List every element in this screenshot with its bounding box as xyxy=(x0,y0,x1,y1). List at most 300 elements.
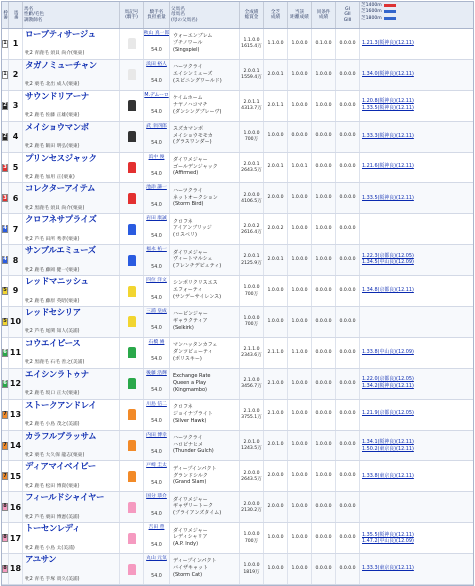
sire: マンハッタンカフェ xyxy=(173,342,218,349)
dam: ハロビナヒメ xyxy=(173,441,204,448)
silks-icon xyxy=(128,193,136,204)
weight: 54.0 xyxy=(151,357,162,363)
horse-number: 8 xyxy=(9,245,23,275)
jockey-link[interactable]: 内田 博幸 xyxy=(146,432,167,438)
horse-number: 13 xyxy=(9,400,23,430)
weight: 54.0 xyxy=(151,202,162,208)
horse-info: 牝2 青鹿毛 須貝 尚介(栗東) xyxy=(25,51,85,57)
jockey-cell xyxy=(144,276,170,306)
horse-name-link[interactable]: カラフルブラッサム xyxy=(25,431,97,442)
horse-name-link[interactable]: プリンセスジャック xyxy=(25,153,97,164)
table-row xyxy=(2,431,473,462)
horse-cell xyxy=(23,431,120,461)
horse-name-link[interactable]: タガノミューチャン xyxy=(25,60,97,71)
stat-s5: 0.0.0.0 xyxy=(336,91,360,121)
silks-icon xyxy=(128,440,136,451)
stat-s4: 0.0.0.0 xyxy=(312,554,336,584)
silks-icon xyxy=(128,286,136,297)
horse-info: 牝2 鹿毛 小島 茂之(美浦) xyxy=(25,422,80,428)
header-horse: 馬名 性齢/毛色 調教師名 xyxy=(23,2,120,28)
dam: メイショウモモカ xyxy=(173,132,213,139)
best-time-link[interactable]: 1.34.8(京都良)(12.11) xyxy=(362,287,414,294)
waku-badge: 4 xyxy=(3,225,7,232)
waku-badge: 6 xyxy=(3,379,7,386)
silks-cell xyxy=(120,214,144,244)
silks-icon xyxy=(128,69,136,80)
jockey-link[interactable]: 福永 祐一 xyxy=(146,247,167,253)
pedigree-cell xyxy=(170,431,240,461)
weight: 54.0 xyxy=(151,573,162,579)
stat-s5: 0.0.0.0 xyxy=(336,183,360,213)
sire: ハーツクライ xyxy=(173,64,203,71)
waku-cell xyxy=(2,183,9,213)
stat-s4: 1.0.0.0 xyxy=(312,60,336,90)
dam: バイザキャット xyxy=(173,565,209,572)
horse-cell xyxy=(23,369,120,399)
jockey-cell xyxy=(144,122,170,152)
damsire: (フレンチデピュティ) xyxy=(173,263,222,270)
stat-s1: 1.0.0.0 700万 xyxy=(240,307,264,337)
waku-badge: 5 xyxy=(3,287,7,294)
best-time-link[interactable]: 1.34.0(阪神良)(12.11) xyxy=(362,71,414,78)
waku-cell xyxy=(2,276,9,306)
stat-s3: 0.0.0.0 xyxy=(288,122,312,152)
weight: 54.0 xyxy=(151,511,162,517)
weight: 54.0 xyxy=(151,326,162,332)
waku-badge: 2 xyxy=(3,101,7,108)
stat-s5: 0.0.0.0 xyxy=(336,122,360,152)
stat-s1: 2.1.0.0 3755.1万 xyxy=(240,400,264,430)
damsire: (Grand Slam) xyxy=(173,479,207,486)
pedigree-cell xyxy=(170,307,240,337)
waku-cell xyxy=(2,91,9,121)
jockey-link[interactable]: 吉田 豊 xyxy=(148,525,165,531)
best-time-cell xyxy=(360,338,449,368)
sire: ディープインパクト xyxy=(173,465,217,472)
silks-cell xyxy=(120,431,144,461)
jockey-link[interactable]: 浜田 裕人 xyxy=(146,61,167,67)
jockey-link[interactable]: 後藤 浩輝 xyxy=(146,370,167,376)
dam: アイアンブリッジ xyxy=(173,225,212,232)
header-pedigree: 父馬名 母馬名 (母の父馬名) xyxy=(170,2,240,28)
stat-s1: 2.0.0.1 2125.9万 xyxy=(240,245,264,275)
horse-number: 12 xyxy=(9,369,23,399)
jockey-link[interactable]: 戸崎 圭太 xyxy=(146,463,167,469)
horse-cell xyxy=(23,183,120,213)
pedigree-cell xyxy=(170,369,240,399)
silks-icon xyxy=(128,316,136,327)
weight: 54.0 xyxy=(151,449,162,455)
horse-cell xyxy=(23,461,120,491)
horse-name-link[interactable]: クロフネサプライズ xyxy=(25,215,97,226)
silks-icon xyxy=(128,162,136,173)
best-time-link[interactable]: 1.33.8(東京良)(12.11) xyxy=(362,472,414,479)
jockey-cell xyxy=(144,245,170,275)
damsire: (スピニングワールド) xyxy=(173,77,222,84)
header-jockey: 騎手名 負担重量 xyxy=(144,2,170,28)
stat-s2: 2.1.1.0 xyxy=(264,338,288,368)
stat-s2: 2.0.0.1 xyxy=(264,60,288,90)
dam: ヴィートマルシェ xyxy=(173,256,213,263)
best-legend-blue xyxy=(384,10,396,13)
waku-cell xyxy=(2,29,9,59)
stat-s3: 1.0.0.0 xyxy=(288,245,312,275)
waku-cell xyxy=(2,60,9,90)
stat-s2: 2.1.0.0 xyxy=(264,400,288,430)
best-time-link[interactable]: 1.33.5(阪神良)(12.11) xyxy=(362,104,414,111)
horse-number: 9 xyxy=(9,276,23,306)
jockey-cell xyxy=(144,431,170,461)
stat-s2: 1.0.0.0 xyxy=(264,554,288,584)
horse-name-link[interactable]: ディアマイベイビー xyxy=(25,462,96,473)
horse-name-link[interactable]: コレクターアイテム xyxy=(25,184,96,195)
stat-s4: 0.1.0.0 xyxy=(312,29,336,59)
damsire: (グラスワンダー) xyxy=(173,139,212,146)
best-time-link[interactable]: 1.21.3(阪神良)(12.11) xyxy=(362,40,414,47)
best-time-link[interactable]: 1.21.9(京都良)(12.05) xyxy=(362,409,414,416)
jockey-link[interactable]: 石橋 脩 xyxy=(148,339,165,345)
horse-number: 6 xyxy=(9,183,23,213)
stat-s2: 2.0.0.0 xyxy=(264,183,288,213)
waku-cell xyxy=(2,245,9,275)
horse-cell xyxy=(23,554,120,584)
horse-number: 7 xyxy=(9,214,23,244)
table-row xyxy=(2,183,473,214)
sire: スズカマンボ xyxy=(173,125,204,132)
dam: ギャザリートーク xyxy=(173,503,214,510)
weight: 54.0 xyxy=(151,388,162,394)
table-row xyxy=(2,523,473,554)
waku-cell xyxy=(2,153,9,183)
horse-name-link[interactable]: フィールドシャイヤー xyxy=(25,493,104,504)
best-time-link[interactable]: 1.34.5(中山良)(12.09) xyxy=(362,259,414,266)
stat-s3: 1.0.0.0 xyxy=(288,60,312,90)
best-time-link[interactable]: 1.47.2(中山良)(12.09) xyxy=(362,538,414,545)
stat-s1: 1.0.0.0 1819万 xyxy=(240,554,264,584)
waku-badge: 4 xyxy=(3,256,7,263)
jockey-link[interactable]: 武 幸四郎 xyxy=(146,123,167,129)
horse-info: 牝2 鹿毛 飯田 明弘(栗東) xyxy=(25,144,80,150)
best-time-cell xyxy=(360,214,449,244)
horse-number: 3 xyxy=(9,91,23,121)
damsire: (ダンシングブレーヴ) xyxy=(173,108,222,115)
silks-cell xyxy=(120,29,144,59)
waku-badge: 7 xyxy=(3,441,7,448)
jockey-cell xyxy=(144,338,170,368)
horse-cell xyxy=(23,153,120,183)
damsire: (Singspiel) xyxy=(173,46,200,53)
sire: ハーツクライ xyxy=(173,187,203,194)
horse-name-link[interactable]: レッドセシリア xyxy=(25,308,81,319)
silks-cell xyxy=(120,245,144,275)
silks-cell xyxy=(120,122,144,152)
horse-info: 牝2 芦毛 田所 秀孝(栗東) xyxy=(25,236,80,242)
jockey-link[interactable]: 秋山 真一郎 xyxy=(144,31,170,36)
waku-cell xyxy=(2,369,9,399)
silks-icon xyxy=(128,347,136,358)
stat-s1: 2.0.1.1 4313.7万 xyxy=(240,91,264,121)
header-record: 馬記号 (騎手) xyxy=(120,2,144,28)
horse-cell xyxy=(23,307,120,337)
waku-cell xyxy=(2,492,9,522)
sire: ダイワメジャー xyxy=(173,156,208,163)
horse-number: 1 xyxy=(9,29,23,59)
waku-badge: 8 xyxy=(3,565,7,572)
table-body xyxy=(2,29,473,585)
weight: 54.0 xyxy=(151,171,162,177)
stat-s4: 0.0.0.0 xyxy=(312,492,336,522)
horse-name-link[interactable]: メイショウマンボ xyxy=(25,122,89,133)
stat-s3: 1.0.0.0 xyxy=(288,29,312,59)
pedigree-cell xyxy=(170,60,240,90)
horse-name-link[interactable]: コウエイピース xyxy=(25,338,81,349)
horse-info: 牝2 鹿毛 小島 太(美浦) xyxy=(25,545,75,551)
silks-icon xyxy=(128,131,136,142)
jockey-cell xyxy=(144,461,170,491)
jockey-cell xyxy=(144,554,170,584)
waku-badge: 1 xyxy=(3,70,7,77)
best-time-link[interactable]: 1.50.2(東京良)(12.11) xyxy=(362,445,414,452)
silks-icon xyxy=(128,409,136,420)
weight: 54.0 xyxy=(151,110,162,116)
table-row xyxy=(2,369,473,400)
waku-badge: 3 xyxy=(3,163,7,170)
silks-icon xyxy=(128,38,136,49)
stat-s4: 0.0.0.0 xyxy=(312,400,336,430)
stat-s3: 1.0.0.0 xyxy=(288,183,312,213)
weight: 54.0 xyxy=(151,233,162,239)
silks-icon xyxy=(128,502,136,513)
weight: 54.0 xyxy=(151,295,162,301)
stat-s1: 1.0.0.0 700万 xyxy=(240,276,264,306)
stat-s5: 0.0.0.0 xyxy=(336,307,360,337)
jockey-cell xyxy=(144,183,170,213)
stat-s5: 0.0.0.0 xyxy=(336,461,360,491)
stat-s4: 1.0.0.0 xyxy=(312,183,336,213)
jockey-link[interactable]: 丸山 元気 xyxy=(146,556,167,562)
silks-cell xyxy=(120,153,144,183)
jockey-link[interactable]: 国分 恭介 xyxy=(146,494,167,500)
pedigree-cell xyxy=(170,122,240,152)
horse-cell xyxy=(23,91,120,121)
horse-name-link[interactable]: アユサン xyxy=(25,555,57,566)
horse-name-link[interactable]: サウンドリアーナ xyxy=(25,91,89,102)
damsire: (Silver Hawk) xyxy=(173,417,207,424)
silks-cell xyxy=(120,338,144,368)
horse-info: 牝2 鹿毛 藤原 英昭(栗東) xyxy=(25,298,80,304)
dam: ダンツビューティ xyxy=(173,348,213,355)
stat-s2: 1.0.0.0 xyxy=(264,276,288,306)
best-time-link[interactable]: 1.21.6(阪神良)(12.11) xyxy=(362,162,414,169)
waku-badge: 8 xyxy=(3,534,7,541)
sire: ダイワメジャー xyxy=(173,496,208,503)
stat-s3: 1.0.0.0 xyxy=(288,276,312,306)
horse-info: 牝2 栗毛 北出 成人(栗東) xyxy=(25,82,80,88)
stat-s5: 0.0.0.0 xyxy=(336,153,360,183)
jockey-link[interactable]: 川島 信二 xyxy=(146,401,167,407)
best-time-link[interactable]: 1.20.8(阪神良)(12.11) xyxy=(362,98,414,105)
silks-cell xyxy=(120,307,144,337)
silks-icon xyxy=(128,100,136,111)
pedigree-cell xyxy=(170,91,240,121)
sire: Exchange Rate xyxy=(173,373,211,380)
best-time-link[interactable]: 1.34.2(阪神良)(12.11) xyxy=(362,382,414,389)
stat-s1: 2.0.1.0 1243.5万 xyxy=(240,431,264,461)
horse-name-link[interactable]: レッドマニッシュ xyxy=(25,277,89,288)
stat-s2: 1.0.0.0 xyxy=(264,307,288,337)
horse-name-link[interactable]: トーセンレディ xyxy=(25,524,80,535)
best-time-link[interactable]: 1.22.0(京都良)(12.05) xyxy=(362,376,414,383)
best-time-link[interactable]: 1.35.5(阪神良)(12.11) xyxy=(362,531,414,538)
pedigree-cell xyxy=(170,276,240,306)
horse-cell xyxy=(23,122,120,152)
stat-s2: 1.0.0.0 xyxy=(264,122,288,152)
sire: ダイワメジャー xyxy=(173,527,208,534)
horse-info: 牝2 鹿毛 加用 正(栗東) xyxy=(25,174,75,180)
dam: エフォーティ xyxy=(173,287,203,294)
jockey-cell xyxy=(144,369,170,399)
jockey-link[interactable]: 浜中 俊 xyxy=(148,154,165,160)
stat-s2: 2.1.0.0 xyxy=(264,369,288,399)
best-time-cell xyxy=(360,245,449,275)
stat-s3: 1.0.0.1 xyxy=(288,153,312,183)
best-time-link[interactable]: 1.33.8(中山良)(12.09) xyxy=(362,349,414,356)
header-num: 馬番 xyxy=(9,2,23,28)
best-time-cell xyxy=(360,523,449,553)
horse-cell xyxy=(23,338,120,368)
stat-s4: 1.0.0.0 xyxy=(312,214,336,244)
stat-s5: 0.0.0.0 xyxy=(336,60,360,90)
stat-s1: 1.1.0.0 1615.4万 xyxy=(240,29,264,59)
waku-cell xyxy=(2,307,9,337)
horse-number: 18 xyxy=(9,554,23,584)
damsire: (A.P. Indy) xyxy=(173,541,199,548)
stat-s1: 2.1.1.0 2343.6万 xyxy=(240,338,264,368)
damsire: (Thunder Gulch) xyxy=(173,448,214,455)
jockey-cell xyxy=(144,523,170,553)
jockey-link[interactable]: 岩田 康誠 xyxy=(146,216,167,222)
weight: 54.0 xyxy=(151,264,162,270)
best-time-cell xyxy=(360,122,449,152)
waku-badge: 3 xyxy=(3,194,7,201)
stat-s2: 2.0.1.0 xyxy=(264,431,288,461)
stat-s1: 2.0.0.0 2643.5万 xyxy=(240,461,264,491)
silks-cell xyxy=(120,60,144,90)
dam: グランドシルク xyxy=(173,472,208,479)
pedigree-cell xyxy=(170,245,240,275)
jockey-link[interactable]: M.デムーロ xyxy=(144,92,169,98)
stat-s3: 1.0.0.0 xyxy=(288,369,312,399)
best-time-cell xyxy=(360,307,449,337)
waku-cell xyxy=(2,461,9,491)
horse-cell xyxy=(23,245,120,275)
waku-cell xyxy=(2,523,9,553)
sire: ダイワメジャー xyxy=(173,249,208,256)
jockey-cell xyxy=(144,153,170,183)
stat-s5: 0.0.0.0 xyxy=(336,29,360,59)
waku-badge: 8 xyxy=(3,503,7,510)
pedigree-cell xyxy=(170,554,240,584)
best-time-link[interactable]: 1.33.3(阪神良)(12.11) xyxy=(362,132,414,139)
stat-s4: 0.0.0.0 xyxy=(312,276,336,306)
horse-info: 牝2 黒鹿毛 須貝 尚介(栗東) xyxy=(25,205,85,211)
stat-s4: 0.0.0.0 xyxy=(312,122,336,152)
horse-name-link[interactable]: サンブルエミューズ xyxy=(25,246,96,257)
jockey-link[interactable]: 池添 謙一 xyxy=(146,185,167,191)
damsire: (Kingmambo) xyxy=(173,386,207,393)
damsire: (サンデーサイレンス) xyxy=(173,293,222,300)
stat-s4: 1.0.0.0 xyxy=(312,431,336,461)
stat-s2: 2.0.0.0 xyxy=(264,461,288,491)
jockey-cell xyxy=(144,29,170,59)
horse-cell xyxy=(23,492,120,522)
horse-number: 17 xyxy=(9,523,23,553)
horse-name-link[interactable]: ストークアンドレイ xyxy=(25,400,97,411)
stat-s5: 0.0.0.0 xyxy=(336,523,360,553)
damsire: (Storm Cat) xyxy=(173,571,203,578)
best-time-link[interactable]: 1.33.5(阪神良)(12.11) xyxy=(362,194,414,201)
jockey-link[interactable]: 四位 洋文 xyxy=(146,278,167,284)
best-time-link[interactable]: 1.34.1(阪神良)(12.11) xyxy=(362,438,414,445)
stat-s1: 2.0.0.0 4106.5万 xyxy=(240,183,264,213)
silks-cell xyxy=(120,523,144,553)
horse-name-link[interactable]: エイシンラトゥナ xyxy=(25,369,89,380)
table-row xyxy=(2,400,473,431)
jockey-cell xyxy=(144,91,170,121)
best-time-cell xyxy=(360,369,449,399)
waku-badge: 5 xyxy=(3,318,7,325)
damsire: (Affirmed) xyxy=(173,170,199,177)
stat-s5: 0.0.0.0 xyxy=(336,400,360,430)
table-row xyxy=(2,492,473,523)
damsire: (ブライアンズタイム) xyxy=(173,510,222,517)
table-row xyxy=(2,461,473,492)
jockey-link[interactable]: 三浦 皇成 xyxy=(146,309,167,315)
jockey-cell xyxy=(144,60,170,90)
best-time-link[interactable]: 1.33.3(東京良)(12.11) xyxy=(362,565,414,572)
weight: 54.0 xyxy=(151,542,162,548)
horse-info: 牝2 鹿毛 佐藤 正雄(栗東) xyxy=(25,113,80,119)
stat-s3: 1.0.0.0 xyxy=(288,492,312,522)
best-time-cell xyxy=(360,60,449,90)
silks-cell xyxy=(120,400,144,430)
sire: ハービンジャー xyxy=(173,311,208,318)
stat-s4: 0.0.0.0 xyxy=(312,307,336,337)
horse-info: 牝2 黒鹿毛 石毛 善之(美浦) xyxy=(25,360,85,366)
best-time-cell xyxy=(360,431,449,461)
waku-badge: 2 xyxy=(3,132,7,139)
horse-info: 牝2 鹿毛 松田 博資(栗東) xyxy=(25,483,80,489)
stat-s2: 2.0.0.2 xyxy=(264,214,288,244)
stat-s3: 1.0.0.0 xyxy=(288,431,312,461)
sire: ハーツクライ xyxy=(173,434,203,441)
table-row xyxy=(2,214,473,245)
sire: シンボリクリスエス xyxy=(173,280,218,287)
stat-s4: 1.0.0.0 xyxy=(312,245,336,275)
jockey-cell xyxy=(144,400,170,430)
table-header xyxy=(2,2,473,29)
silks-icon xyxy=(128,533,136,544)
dam: ギャラクティア xyxy=(173,318,208,325)
horse-number: 4 xyxy=(9,122,23,152)
waku-badge: 7 xyxy=(3,410,7,417)
waku-badge: 1 xyxy=(3,40,7,47)
weight: 54.0 xyxy=(151,480,162,486)
stat-s5: 0.0.0.0 xyxy=(336,338,360,368)
horse-name-link[interactable]: ローブティサージュ xyxy=(25,30,96,40)
best-time-link[interactable]: 1.22.3(京都良)(12.05) xyxy=(362,252,414,259)
horse-info: 牝2 鹿毛 坂口 正大(栗東) xyxy=(25,391,80,397)
